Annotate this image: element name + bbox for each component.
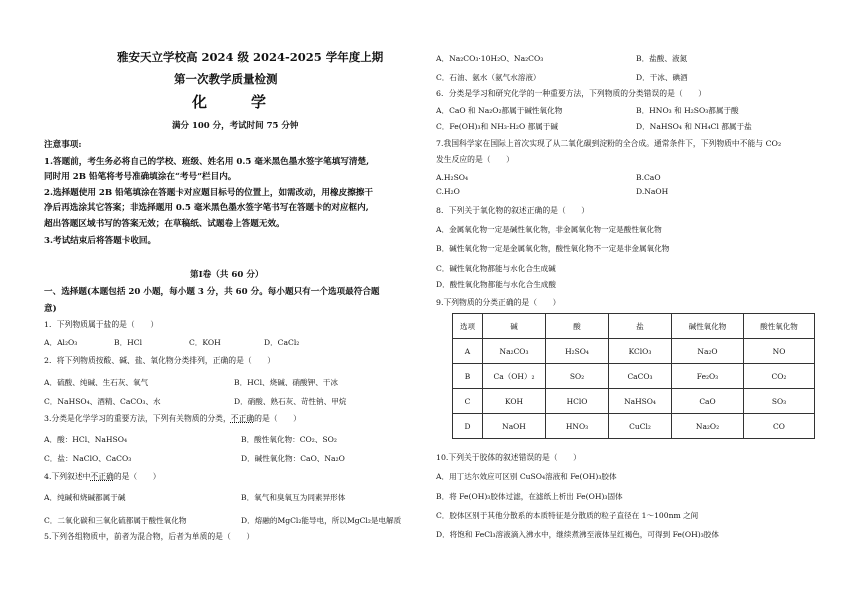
question-6-option-d: D．NaHSO₄ 和 NH₄Cl 都属于盐 xyxy=(636,122,752,131)
notice-line: 3.考试结束后将答题卡收回。 xyxy=(44,236,157,246)
exam-title-line1: 雅安天立学校高 2024 级 2024-2025 学年度上期 xyxy=(117,50,384,64)
question-7-option-b: B.CaO xyxy=(636,173,661,182)
question-1-option-a: A．Al₂O₃ xyxy=(44,338,78,347)
question-4-option-c: C．二氧化碳和三氧化硫都属于酸性氧化物 xyxy=(44,516,187,525)
notice-heading: 注意事项: xyxy=(44,140,82,150)
score-line: 满分 100 分，考试时间 75 分钟 xyxy=(172,121,299,131)
table-row xyxy=(453,364,815,389)
question-6-option-c: C．Fe(OH)₃和 NH₃·H₂O 都属于碱 xyxy=(436,122,558,131)
table-cell: SO₃ xyxy=(744,389,815,414)
table-cell: KOH xyxy=(483,389,546,414)
question-4-option-d: D．熔融的MgCl₂能导电，所以MgCl₂是电解质 xyxy=(241,516,402,525)
table-cell: B xyxy=(453,364,483,389)
table-cell: A xyxy=(453,339,483,364)
notice-line: 超出答题区域书写的答案无效；在草稿纸、试题卷上答题无效。 xyxy=(44,219,285,229)
question-5-option-b: B．盐酸、液氮 xyxy=(636,54,688,63)
table-cell: CO₂ xyxy=(744,364,815,389)
question-8-option-a: A．金属氧化物一定是碱性氧化物，非金属氧化物一定是酸性氧化物 xyxy=(436,225,662,234)
table-cell: CaCO₃ xyxy=(609,364,672,389)
table-row xyxy=(453,339,815,364)
question-6-option-a: A．CaO 和 Na₂O₂都属于碱性氧化物 xyxy=(436,106,563,115)
question-3-option-a: A．酸：HCl、NaHSO₄ xyxy=(44,435,127,444)
question-3-stem-end: 的是（ ） xyxy=(254,414,301,423)
table-cell: NaHSO₄ xyxy=(609,389,672,414)
question-3-stem xyxy=(44,413,301,424)
question-6-option-b: B．HNO₃ 和 H₂SO₃都属于酸 xyxy=(636,106,739,115)
question-2-option-b: B．HCl、烧碱、硝酸钾、干冰 xyxy=(234,378,338,387)
notice-line: 1.答题前，考生务必将自己的学校、班级、姓名用 0.5 毫米黑色墨水签字笔填写清楚, xyxy=(44,157,370,167)
question-3-option-d: D．碱性氧化物：CaO、Na₂O xyxy=(241,454,345,463)
question-5-stem: 5.下列各组物质中，前者为混合物，后者为单质的是（ ） xyxy=(44,532,255,541)
question-10-option-a: A．用丁达尔效应可区别 CuSO₄溶液和 Fe(OH)₃胶体 xyxy=(436,472,617,481)
table-cell: NaOH xyxy=(483,414,546,439)
question-4-option-a: A．纯碱和烧碱都属于碱 xyxy=(44,493,126,502)
table-cell: KClO₃ xyxy=(609,339,672,364)
table-cell: SO₂ xyxy=(546,364,609,389)
question-4-stem xyxy=(44,471,161,482)
table-cell: NO xyxy=(744,339,815,364)
question-1-option-c: C．KOH xyxy=(189,338,221,347)
question-4-option-b: B．氧气和臭氧互为同素异形体 xyxy=(241,493,346,502)
question-4-stem-text: 4.下列叙述中 xyxy=(44,472,91,481)
table-cell: HClO xyxy=(546,389,609,414)
table-header-cell: 酸 xyxy=(546,314,609,339)
part1-title: 第Ⅰ卷（共 60 分） xyxy=(190,270,264,280)
question-2-stem: 2．将下列物质按酸、碱、盐、氧化物分类排列，正确的是（ ） xyxy=(44,356,276,365)
table-cell: CuCl₂ xyxy=(609,414,672,439)
question-4-stem-end: 的是（ ） xyxy=(113,472,161,481)
question-5-option-c: C．石油、氨水（氨气水溶液） xyxy=(436,73,541,82)
table-cell: CO xyxy=(744,414,815,439)
table-header-cell: 选项 xyxy=(453,314,483,339)
question-9-stem: 9.下列物质的分类正确的是（ ） xyxy=(436,298,561,307)
notice-line: 同时用 2B 铅笔将考号准确填涂在“考号”栏目内。 xyxy=(44,172,237,182)
notice-line: 2.选择题使用 2B 铅笔填涂在答题卡对应题目标号的位置上，如需改动，用橡皮擦擦干 xyxy=(44,188,373,198)
question-2-option-d: D．硝酸、熟石灰、苛性钠、甲烷 xyxy=(234,397,347,406)
question-5-option-d: D．干冰、碘酒 xyxy=(636,73,688,82)
question-1-option-d: D．CaCl₂ xyxy=(264,338,300,347)
question-2-option-c: C．NaHSO₄、酒精、CaCO₃、水 xyxy=(44,397,161,406)
table-cell: Na₂O₂ xyxy=(672,414,744,439)
table-cell: Ca（OH）₂ xyxy=(483,364,546,389)
table-header-cell: 酸性氧化物 xyxy=(744,314,815,339)
question-7-option-d: D.NaOH xyxy=(636,187,669,196)
table-header-cell: 盐 xyxy=(609,314,672,339)
question-3-option-c: C．盐：NaClO、CaCO₃ xyxy=(44,454,132,463)
question-10-option-b: B．将 Fe(OH)₃胶体过滤，在滤纸上析出 Fe(OH)₃固体 xyxy=(436,492,623,501)
exam-title-line2: 第一次教学质量检测 xyxy=(174,72,278,86)
table-cell: Fe₂O₃ xyxy=(672,364,744,389)
table-cell: H₂SO₄ xyxy=(546,339,609,364)
section-instructions-cont: 意) xyxy=(44,304,57,314)
question-7-stem: 7.我国科学家在国际上首次实现了从二氧化碳到淀粉的全合成。通常条件下，下列物质中不能与 CO₂ xyxy=(436,139,782,148)
notice-line: 净后再选涂其它答案；非选择题用 0.5 毫米黑色墨水签字笔书写在答题卡的对应框内, xyxy=(44,203,369,213)
subject-title: 化学 xyxy=(192,93,311,111)
question-10-option-d: D．将饱和 FeCl₃溶液滴入沸水中，继续煮沸至液体呈红褐色，可得到 Fe(OH)₃胶体 xyxy=(436,530,719,539)
question-3-option-b: B．酸性氧化物：CO₂、SO₂ xyxy=(241,435,337,444)
question-10-option-c: C．胶体区别于其他分散系的本质特征是分散质的粒子直径在 1～100nm 之间 xyxy=(436,511,699,520)
table-cell: Na₂O xyxy=(672,339,744,364)
table-cell: C xyxy=(453,389,483,414)
question-6-stem: 6．分类是学习和研究化学的一种重要方法，下列物质的分类错误的是（ ） xyxy=(436,89,707,98)
question-8-option-d: D．酸性氧化物都能与水化合生成酸 xyxy=(436,280,556,289)
classification-table xyxy=(452,313,815,439)
question-5-option-a: A．Na₂CO₃·10H₂O、Na₂CO₃ xyxy=(436,54,544,63)
question-7-stem-cont: 发生反应的是（ ） xyxy=(436,155,514,164)
table-row xyxy=(453,414,815,439)
table-cell: HNO₃ xyxy=(546,414,609,439)
table-cell: D xyxy=(453,414,483,439)
question-1-stem: 1．下列物质属于盐的是（ ） xyxy=(44,320,159,329)
question-8-stem: 8．下列关于氧化物的叙述正确的是（ ） xyxy=(436,206,590,215)
question-1-option-b: B．HCl xyxy=(114,338,143,347)
question-7-option-a: A.H₂SO₄ xyxy=(436,173,469,182)
question-3-stem-text: 3.分类是化学学习的重要方法，下列有关物质的分类， xyxy=(44,414,231,423)
question-8-option-c: C．碱性氧化物都能与水化合生成碱 xyxy=(436,264,556,273)
table-header-cell: 碱性氧化物 xyxy=(672,314,744,339)
table-header-row xyxy=(453,314,815,339)
table-row xyxy=(453,389,815,414)
question-10-stem: 10.下列关于胶体的叙述错误的是（ ） xyxy=(436,453,581,462)
question-7-option-c: C.H₂O xyxy=(436,187,460,196)
section-instructions: 一、选择题(本题包括 20 小题，每小题 3 分，共 60 分。每小题只有一个选项最符合题 xyxy=(44,287,380,297)
question-3-emphasis: 不正确 xyxy=(230,414,255,423)
table-cell: CaO xyxy=(672,389,744,414)
question-4-emphasis: 不正确 xyxy=(90,472,114,481)
question-2-option-a: A．硫酸、纯碱、生石灰、氧气 xyxy=(44,378,149,387)
table-cell: Na₂CO₃ xyxy=(483,339,546,364)
question-8-option-b: B．碱性氧化物一定是金属氧化物，酸性氧化物不一定是非金属氧化物 xyxy=(436,244,670,253)
table-header-cell: 碱 xyxy=(483,314,546,339)
